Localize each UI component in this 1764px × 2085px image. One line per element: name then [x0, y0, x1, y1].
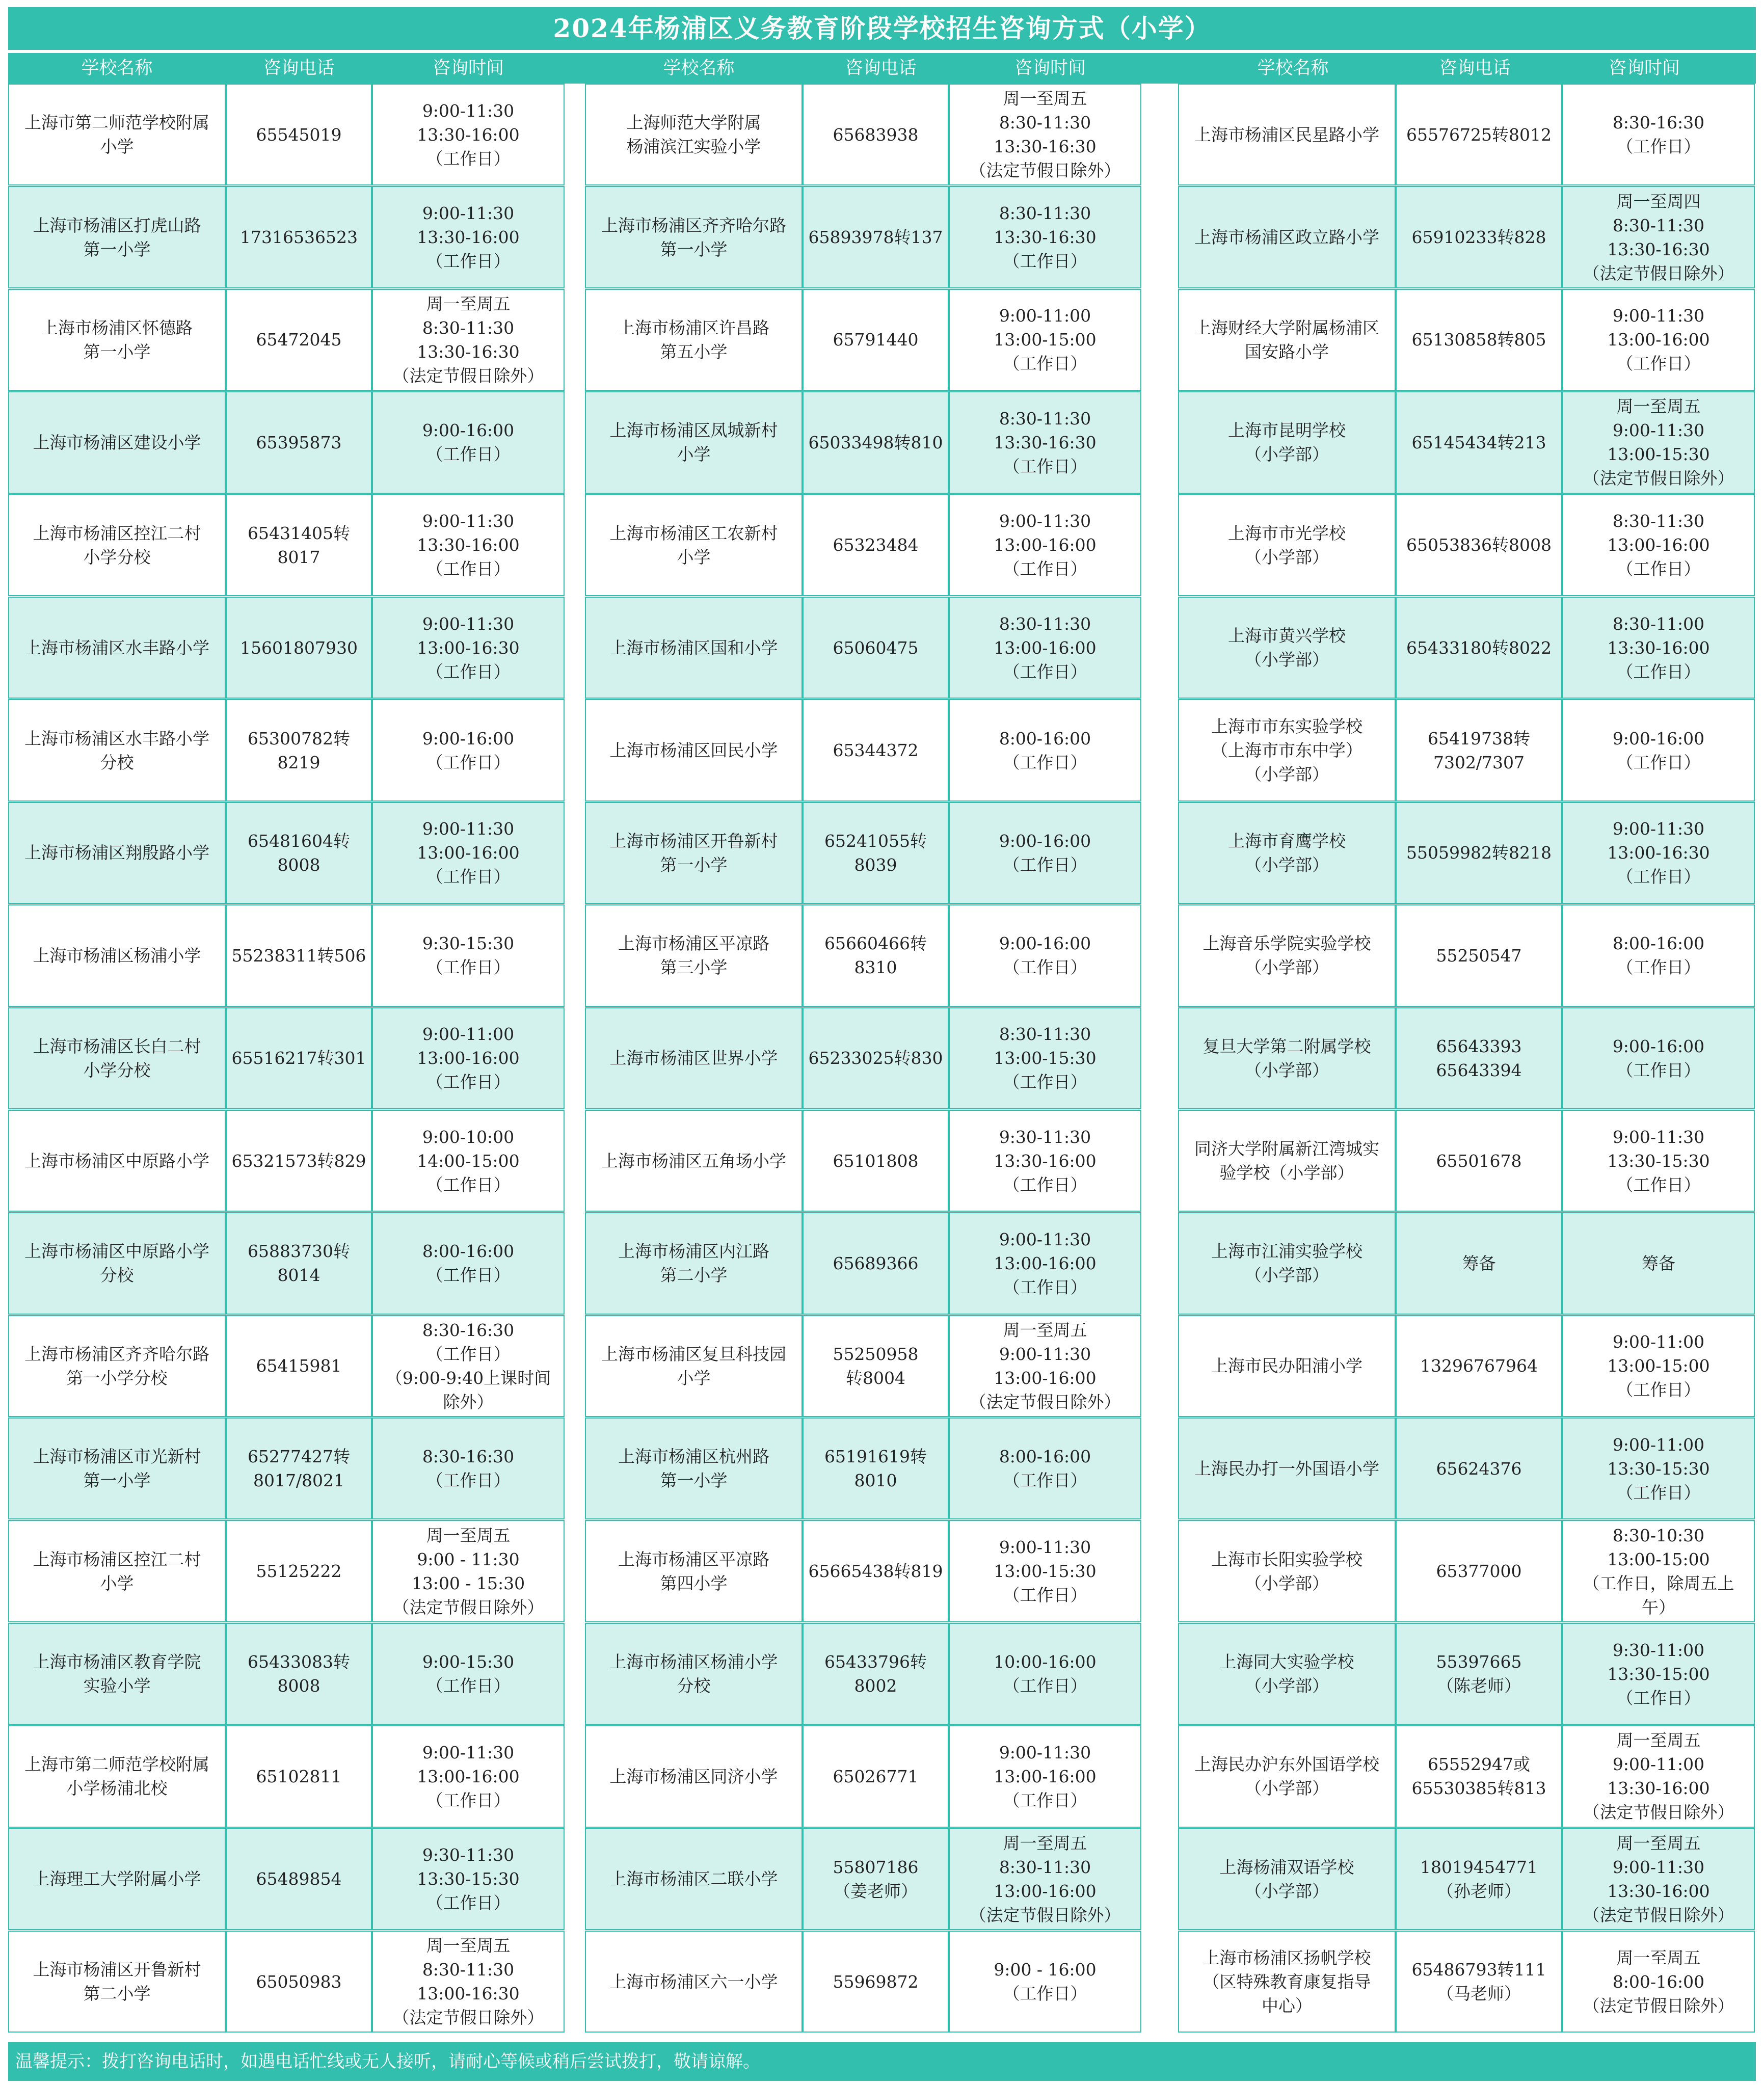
school-name-cell: 上海市杨浦区五角场小学	[585, 1110, 803, 1212]
hours-cell: 9:00-15:30 （工作日）	[372, 1623, 565, 1725]
phone-cell: 65431405转8017	[226, 494, 372, 596]
phone-cell: 55397665 （陈老师）	[1396, 1623, 1562, 1725]
phone-cell: 65130858转805	[1396, 289, 1562, 391]
phone-cell: 18019454771 （孙老师）	[1396, 1828, 1562, 1930]
phone-cell: 65665438转819	[803, 1520, 949, 1622]
school-name-cell: 上海市杨浦区凤城新村 小学	[585, 391, 803, 493]
table-row	[585, 1520, 1141, 1622]
hours-cell: 周一至周五 9:00-11:00 13:30-16:00 （法定节假日除外）	[1562, 1725, 1755, 1827]
phone-cell: 65683938	[803, 84, 949, 185]
phone-cell: 65433083转8008	[226, 1623, 372, 1725]
hours-cell: 9:30-15:30 （工作日）	[372, 904, 565, 1006]
phone-cell: 65300782转8219	[226, 699, 372, 801]
phone-cell: 55125222	[226, 1520, 372, 1622]
header-phone: 咨询电话	[1439, 58, 1511, 78]
hours-cell: 9:00-16:00 （工作日）	[372, 699, 565, 801]
school-name-cell: 上海市杨浦区中原路小学 分校	[8, 1212, 226, 1314]
hours-cell: 9:00-16:00 （工作日）	[1562, 1007, 1755, 1109]
hours-cell: 周一至周五 9:00-11:30 13:30-16:00 （法定节假日除外）	[1562, 1828, 1755, 1930]
school-name-cell: 上海市杨浦区控江二村 小学分校	[8, 494, 226, 596]
table-row	[585, 1007, 1141, 1110]
header-time: 咨询时间	[1608, 58, 1680, 78]
school-name-cell: 上海市杨浦区内江路 第二小学	[585, 1212, 803, 1314]
school-name-cell: 上海市杨浦区扬帆学校 （区特殊教育康复指导 中心）	[1178, 1931, 1396, 2033]
school-name-cell: 上海市杨浦区长白二村 小学分校	[8, 1007, 226, 1109]
table-row	[585, 1315, 1141, 1418]
hours-cell: 9:00-16:00 （工作日）	[949, 904, 1141, 1006]
table-row	[1178, 1212, 1755, 1315]
hours-cell: 10:00-16:00 （工作日）	[949, 1623, 1141, 1725]
school-column-3	[1178, 84, 1755, 2033]
table-header-group-3	[1184, 53, 1741, 84]
school-name-cell: 上海市长阳实验学校 （小学部）	[1178, 1520, 1396, 1622]
table-row	[8, 802, 565, 904]
hours-cell: 8:30-11:00 13:30-16:00 （工作日）	[1562, 597, 1755, 699]
school-name-cell: 上海市杨浦区杭州路 第一小学	[585, 1418, 803, 1519]
school-name-cell: 上海市杨浦区教育学院 实验小学	[8, 1623, 226, 1725]
phone-cell: 65060475	[803, 597, 949, 699]
hours-cell: 9:00-11:30 13:00-16:00 （工作日）	[372, 1725, 565, 1827]
header-school-name: 学校名称	[1257, 58, 1329, 78]
hours-cell: 9:30-11:30 13:30-15:30 （工作日）	[372, 1828, 565, 1930]
table-row	[585, 186, 1141, 288]
table-row	[1178, 1315, 1755, 1418]
school-name-cell: 上海市江浦实验学校 （小学部）	[1178, 1212, 1396, 1314]
phone-cell: 65321573转829	[226, 1110, 372, 1212]
hours-cell: 8:00-16:00 （工作日）	[949, 699, 1141, 801]
table-row	[585, 391, 1141, 494]
school-name-cell: 上海市杨浦区民星路小学	[1178, 84, 1396, 185]
table-row	[1178, 1931, 1755, 2033]
school-name-cell: 上海同大实验学校 （小学部）	[1178, 1623, 1396, 1725]
school-name-cell: 上海财经大学附属杨浦区 国安路小学	[1178, 289, 1396, 391]
table-row	[1178, 1418, 1755, 1520]
phone-cell: 65053836转8008	[1396, 494, 1562, 596]
hours-cell: 9:00-11:30 13:30-15:30 （工作日）	[1562, 1110, 1755, 1212]
phone-cell: 65415981	[226, 1315, 372, 1417]
school-name-cell: 上海市市光学校 （小学部）	[1178, 494, 1396, 596]
table-row	[1178, 84, 1755, 186]
header-school-name: 学校名称	[663, 58, 735, 78]
hours-cell: 9:00-11:30 13:00-16:00 （工作日）	[949, 1212, 1141, 1314]
phone-cell: 65101808	[803, 1110, 949, 1212]
phone-cell: 65026771	[803, 1725, 949, 1827]
hours-cell: 9:00-11:30 13:00-16:00 （工作日）	[949, 1725, 1141, 1827]
hours-cell: 9:00-11:30 13:00-16:00 （工作日）	[1562, 289, 1755, 391]
phone-cell: 65377000	[1396, 1520, 1562, 1622]
table-row	[585, 289, 1141, 391]
table-row	[585, 84, 1141, 186]
table-row	[8, 1007, 565, 1110]
table-row	[585, 494, 1141, 597]
hours-cell: 9:00-11:30 13:30-16:00 （工作日）	[372, 186, 565, 288]
school-name-cell: 上海市黄兴学校 （小学部）	[1178, 597, 1396, 699]
footer-tip: 温馨提示：拨打咨询电话时，如遇电话忙线或无人接听，请耐心等候或稍后尝试拨打，敬请谅解。	[8, 2042, 1756, 2081]
header-school-name: 学校名称	[81, 58, 153, 78]
school-name-cell: 上海市第二师范学校附属 小学	[8, 84, 226, 185]
school-name-cell: 上海市杨浦区水丰路小学	[8, 597, 226, 699]
hours-cell: 9:30-11:00 13:30-15:00 （工作日）	[1562, 1623, 1755, 1725]
phone-cell: 65145434转213	[1396, 391, 1562, 493]
header-time: 咨询时间	[432, 58, 504, 78]
table-row	[585, 802, 1141, 904]
phone-cell: 55250958 转8004	[803, 1315, 949, 1417]
hours-cell: 9:00-11:00 13:00-15:00 （工作日）	[949, 289, 1141, 391]
table-row	[585, 699, 1141, 801]
hours-cell: 9:00-16:00 （工作日）	[372, 391, 565, 493]
table-row	[8, 1315, 565, 1418]
table-row	[8, 289, 565, 391]
phone-cell: 65344372	[803, 699, 949, 801]
phone-cell: 65624376	[1396, 1418, 1562, 1519]
table-row	[8, 597, 565, 699]
hours-cell: 周一至周五 8:00-16:00 （法定节假日除外）	[1562, 1931, 1755, 2033]
hours-cell: 9:00-11:00 13:00-16:00 （工作日）	[372, 1007, 565, 1109]
hours-cell: 8:30-16:30 （工作日） （9:00-9:40上课时间 除外）	[372, 1315, 565, 1417]
phone-cell: 55238311转506	[226, 904, 372, 1006]
table-row	[8, 1110, 565, 1212]
phone-cell: 65191619转8010	[803, 1418, 949, 1519]
hours-cell: 8:30-11:30 13:30-16:30 （工作日）	[949, 391, 1141, 493]
school-name-cell: 上海市杨浦区怀德路 第一小学	[8, 289, 226, 391]
phone-cell: 65501678	[1396, 1110, 1562, 1212]
phone-cell: 65102811	[226, 1725, 372, 1827]
table-header-group-2	[590, 53, 1146, 84]
hours-cell: 9:30-11:30 13:30-16:00 （工作日）	[949, 1110, 1141, 1212]
phone-cell: 筹备	[1396, 1212, 1562, 1314]
school-name-cell: 上海市杨浦区开鲁新村 第二小学	[8, 1931, 226, 2033]
table-row	[8, 699, 565, 801]
table-row	[8, 494, 565, 597]
hours-cell: 9:00-11:00 13:00-15:00 （工作日）	[1562, 1315, 1755, 1417]
hours-cell: 周一至周五 9:00 - 11:30 13:00 - 15:30 （法定节假日除外）	[372, 1520, 565, 1622]
table-row	[1178, 186, 1755, 288]
school-name-cell: 上海音乐学院实验学校 （小学部）	[1178, 904, 1396, 1006]
hours-cell: 周一至周五 8:30-11:30 13:00-16:30 （法定节假日除外）	[372, 1931, 565, 2033]
table-row	[585, 1931, 1141, 2033]
table-row	[1178, 289, 1755, 391]
school-name-cell: 上海市杨浦区同济小学	[585, 1725, 803, 1827]
hours-cell: 8:30-11:30 13:30-16:30 （工作日）	[949, 186, 1141, 288]
hours-cell: 8:00-16:00 （工作日）	[949, 1418, 1141, 1519]
school-name-cell: 上海民办打一外国语小学	[1178, 1418, 1396, 1519]
phone-cell: 65910233转828	[1396, 186, 1562, 288]
table-row	[1178, 802, 1755, 904]
hours-cell: 周一至周五 8:30-11:30 13:00-16:00 （法定节假日除外）	[949, 1828, 1141, 1930]
phone-cell: 55250547	[1396, 904, 1562, 1006]
table-row	[8, 1828, 565, 1931]
school-name-cell: 上海市杨浦区水丰路小学 分校	[8, 699, 226, 801]
school-name-cell: 上海市第二师范学校附属 小学杨浦北校	[8, 1725, 226, 1827]
school-name-cell: 上海市杨浦区工农新村 小学	[585, 494, 803, 596]
phone-cell: 65516217转301	[226, 1007, 372, 1109]
school-name-cell: 上海市杨浦区复旦科技园 小学	[585, 1315, 803, 1417]
table-row	[585, 1725, 1141, 1828]
hours-cell: 8:30-16:30 （工作日）	[1562, 84, 1755, 185]
phone-cell: 65419738转 7302/7307	[1396, 699, 1562, 801]
table-row	[585, 1110, 1141, 1212]
table-row	[1178, 904, 1755, 1007]
phone-cell: 15601807930	[226, 597, 372, 699]
school-column-1	[8, 84, 565, 2033]
phone-cell: 65489854	[226, 1828, 372, 1930]
hours-cell: 9:00-11:30 13:00-16:30 （工作日）	[372, 597, 565, 699]
table-row	[8, 186, 565, 288]
hours-cell: 8:30-11:30 13:00-16:00 （工作日）	[1562, 494, 1755, 596]
hours-cell: 周一至周五 8:30-11:30 13:30-16:30 （法定节假日除外）	[372, 289, 565, 391]
school-name-cell: 上海市杨浦区平凉路 第三小学	[585, 904, 803, 1006]
hours-cell: 9:00-10:00 14:00-15:00 （工作日）	[372, 1110, 565, 1212]
school-name-cell: 上海市杨浦区六一小学	[585, 1931, 803, 2033]
school-name-cell: 上海市杨浦区控江二村 小学	[8, 1520, 226, 1622]
table-row	[585, 1623, 1141, 1725]
hours-cell: 8:30-11:30 13:00-15:30 （工作日）	[949, 1007, 1141, 1109]
hours-cell: 周一至周五 9:00-11:30 13:00-16:00 （法定节假日除外）	[949, 1315, 1141, 1417]
hours-cell: 筹备	[1562, 1212, 1755, 1314]
school-name-cell: 上海市杨浦区政立路小学	[1178, 186, 1396, 288]
phone-cell: 65552947或 65530385转813	[1396, 1725, 1562, 1827]
table-row	[585, 597, 1141, 699]
phone-cell: 65395873	[226, 391, 372, 493]
school-name-cell: 上海师范大学附属 杨浦滨江实验小学	[585, 84, 803, 185]
school-name-cell: 上海市杨浦区市光新村 第一小学	[8, 1418, 226, 1519]
school-name-cell: 上海市杨浦区中原路小学	[8, 1110, 226, 1212]
table-header-group-1	[8, 53, 565, 84]
phone-cell: 65660466转8310	[803, 904, 949, 1006]
header-time: 咨询时间	[1014, 58, 1086, 78]
phone-cell: 55059982转8218	[1396, 802, 1562, 904]
hours-cell: 9:00-11:30 13:30-16:00 （工作日）	[372, 84, 565, 185]
phone-cell: 65893978转137	[803, 186, 949, 288]
school-name-cell: 上海理工大学附属小学	[8, 1828, 226, 1930]
table-row	[8, 1418, 565, 1520]
hours-cell: 9:00-11:30 13:00-16:30 （工作日）	[1562, 802, 1755, 904]
hours-cell: 8:30-10:30 13:00-15:00 （工作日，除周五上 午）	[1562, 1520, 1755, 1622]
header-phone: 咨询电话	[263, 58, 335, 78]
hours-cell: 9:00-11:00 13:30-15:30 （工作日）	[1562, 1418, 1755, 1519]
phone-cell: 65643393 65643394	[1396, 1007, 1562, 1109]
phone-cell: 65481604转8008	[226, 802, 372, 904]
hours-cell: 8:00-16:00 （工作日）	[372, 1212, 565, 1314]
page-title: 2024年杨浦区义务教育阶段学校招生咨询方式（小学）	[8, 7, 1756, 50]
hours-cell: 9:00 - 16:00 （工作日）	[949, 1931, 1141, 2033]
school-name-cell: 复旦大学第二附属学校 （小学部）	[1178, 1007, 1396, 1109]
hours-cell: 周一至周五 8:30-11:30 13:30-16:30 （法定节假日除外）	[949, 84, 1141, 185]
phone-cell: 65576725转8012	[1396, 84, 1562, 185]
phone-cell: 65323484	[803, 494, 949, 596]
phone-cell: 65241055转8039	[803, 802, 949, 904]
hours-cell: 周一至周五 9:00-11:30 13:00-15:30 （法定节假日除外）	[1562, 391, 1755, 493]
school-name-cell: 上海市杨浦区打虎山路 第一小学	[8, 186, 226, 288]
school-name-cell: 上海市杨浦区齐齐哈尔路 第一小学	[585, 186, 803, 288]
school-name-cell: 上海市杨浦区二联小学	[585, 1828, 803, 1930]
hours-cell: 8:30-16:30 （工作日）	[372, 1418, 565, 1519]
table-row	[8, 1212, 565, 1315]
table-row	[1178, 1110, 1755, 1212]
phone-cell: 65050983	[226, 1931, 372, 2033]
school-name-cell: 上海市昆明学校 （小学部）	[1178, 391, 1396, 493]
school-name-cell: 上海市杨浦区世界小学	[585, 1007, 803, 1109]
table-row	[8, 1623, 565, 1725]
table-row	[1178, 1828, 1755, 1931]
table-row	[585, 1212, 1141, 1315]
table-row	[585, 904, 1141, 1007]
phone-cell: 65883730转8014	[226, 1212, 372, 1314]
table-row	[1178, 1007, 1755, 1110]
school-name-cell: 上海市杨浦区开鲁新村 第一小学	[585, 802, 803, 904]
table-row	[8, 1725, 565, 1828]
school-name-cell: 上海市杨浦区杨浦小学	[8, 904, 226, 1006]
hours-cell: 8:00-16:00 （工作日）	[1562, 904, 1755, 1006]
table-row	[8, 1931, 565, 2033]
hours-cell: 9:00-16:00 （工作日）	[1562, 699, 1755, 801]
phone-cell: 55807186 （姜老师）	[803, 1828, 949, 1930]
phone-cell: 13296767964	[1396, 1315, 1562, 1417]
school-column-2	[585, 84, 1141, 2033]
phone-cell: 55969872	[803, 1931, 949, 2033]
school-name-cell: 上海市杨浦区齐齐哈尔路 第一小学分校	[8, 1315, 226, 1417]
school-name-cell: 上海市杨浦区许昌路 第五小学	[585, 289, 803, 391]
table-row	[8, 1520, 565, 1622]
hours-cell: 9:00-16:00 （工作日）	[949, 802, 1141, 904]
table-row	[8, 391, 565, 494]
phone-cell: 65433180转8022	[1396, 597, 1562, 699]
table-row	[8, 84, 565, 186]
school-name-cell: 上海民办沪东外国语学校 （小学部）	[1178, 1725, 1396, 1827]
phone-cell: 65433796转8002	[803, 1623, 949, 1725]
school-name-cell: 上海市杨浦区建设小学	[8, 391, 226, 493]
school-name-cell: 上海市市东实验学校 （上海市市东中学） （小学部）	[1178, 699, 1396, 801]
school-name-cell: 上海市杨浦区翔殷路小学	[8, 802, 226, 904]
header-phone: 咨询电话	[845, 58, 917, 78]
school-name-cell: 上海市杨浦区回民小学	[585, 699, 803, 801]
phone-cell: 65689366	[803, 1212, 949, 1314]
table-row	[1178, 494, 1755, 597]
table-row	[1178, 1623, 1755, 1725]
school-name-cell: 上海市育鹰学校 （小学部）	[1178, 802, 1396, 904]
table-row	[585, 1418, 1141, 1520]
table-row	[1178, 1725, 1755, 1828]
school-name-cell: 上海市杨浦区杨浦小学 分校	[585, 1623, 803, 1725]
school-name-cell: 上海市民办阳浦小学	[1178, 1315, 1396, 1417]
table-row	[1178, 699, 1755, 801]
table-row	[1178, 391, 1755, 494]
table-row	[1178, 597, 1755, 699]
table-row	[585, 1828, 1141, 1931]
school-name-cell: 同济大学附属新江湾城实 验学校（小学部）	[1178, 1110, 1396, 1212]
table-row	[1178, 1520, 1755, 1622]
phone-cell: 65277427转 8017/8021	[226, 1418, 372, 1519]
hours-cell: 9:00-11:30 13:00-16:00 （工作日）	[949, 494, 1141, 596]
phone-cell: 65545019	[226, 84, 372, 185]
phone-cell: 17316536523	[226, 186, 372, 288]
phone-cell: 65033498转810	[803, 391, 949, 493]
hours-cell: 周一至周四 8:30-11:30 13:30-16:30 （法定节假日除外）	[1562, 186, 1755, 288]
phone-cell: 65233025转830	[803, 1007, 949, 1109]
phone-cell: 65791440	[803, 289, 949, 391]
school-name-cell: 上海杨浦双语学校 （小学部）	[1178, 1828, 1396, 1930]
hours-cell: 9:00-11:30 13:00-16:00 （工作日）	[372, 802, 565, 904]
table-row	[8, 904, 565, 1007]
hours-cell: 9:00-11:30 13:00-15:30 （工作日）	[949, 1520, 1141, 1622]
hours-cell: 8:30-11:30 13:00-16:00 （工作日）	[949, 597, 1141, 699]
hours-cell: 9:00-11:30 13:30-16:00 （工作日）	[372, 494, 565, 596]
phone-cell: 65472045	[226, 289, 372, 391]
school-name-cell: 上海市杨浦区平凉路 第四小学	[585, 1520, 803, 1622]
phone-cell: 65486793转111 （马老师）	[1396, 1931, 1562, 2033]
school-name-cell: 上海市杨浦区国和小学	[585, 597, 803, 699]
